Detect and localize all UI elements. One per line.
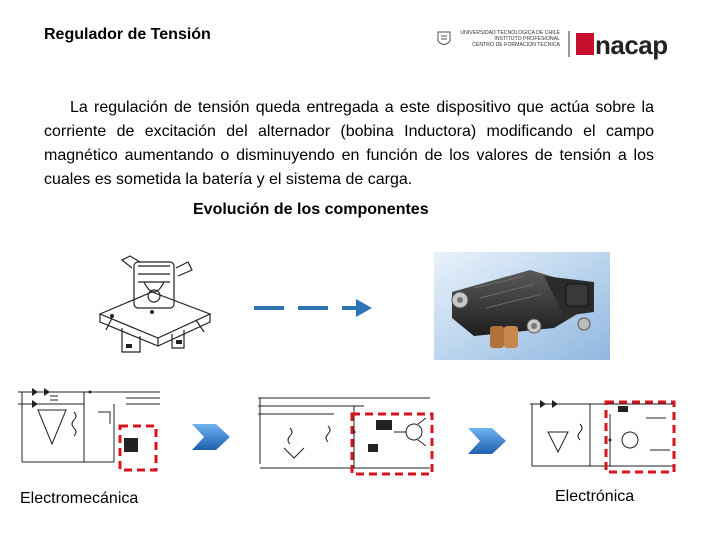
circuit-diagram-electromechanical: [14, 382, 164, 472]
circuit-diagram-electronic: [526, 394, 678, 478]
caption-electromechanical: Electromecánica: [20, 490, 139, 507]
circuit-diagram-hybrid: [254, 384, 434, 476]
logo-divider: [568, 31, 570, 57]
chevron-right-icon: [192, 424, 230, 450]
section-subtitle: Evolución de los componentes: [193, 201, 429, 218]
inacap-logo-text: nacap: [595, 30, 668, 60]
electronic-regulator-photo: [434, 252, 610, 360]
inacap-logo-mark: [576, 33, 594, 55]
mechanical-regulator-drawing: [92, 252, 217, 360]
caption-electronic: Electrónica: [555, 488, 635, 505]
body-paragraph: La regulación de tensión queda entregada a este dispositivo que actúa sobre la corriente de excitación del alternador (bobina Inductora) modificando el campo magnético aumentando o disminuyendo en función de los valores de tensión a los cuales es sometida la batería y el sistema de carga.: [44, 99, 654, 188]
university-logo-text: UNIVERSIDAD TECNOLOGICA DE CHILE INSTITUTO PROFESIONAL CENTRO DE FORMACION TECNICA: [460, 30, 560, 48]
chevron-right-icon: [468, 428, 506, 454]
page-title: Regulador de Tensión: [44, 26, 211, 43]
evolution-arrow-icon: [250, 296, 375, 320]
